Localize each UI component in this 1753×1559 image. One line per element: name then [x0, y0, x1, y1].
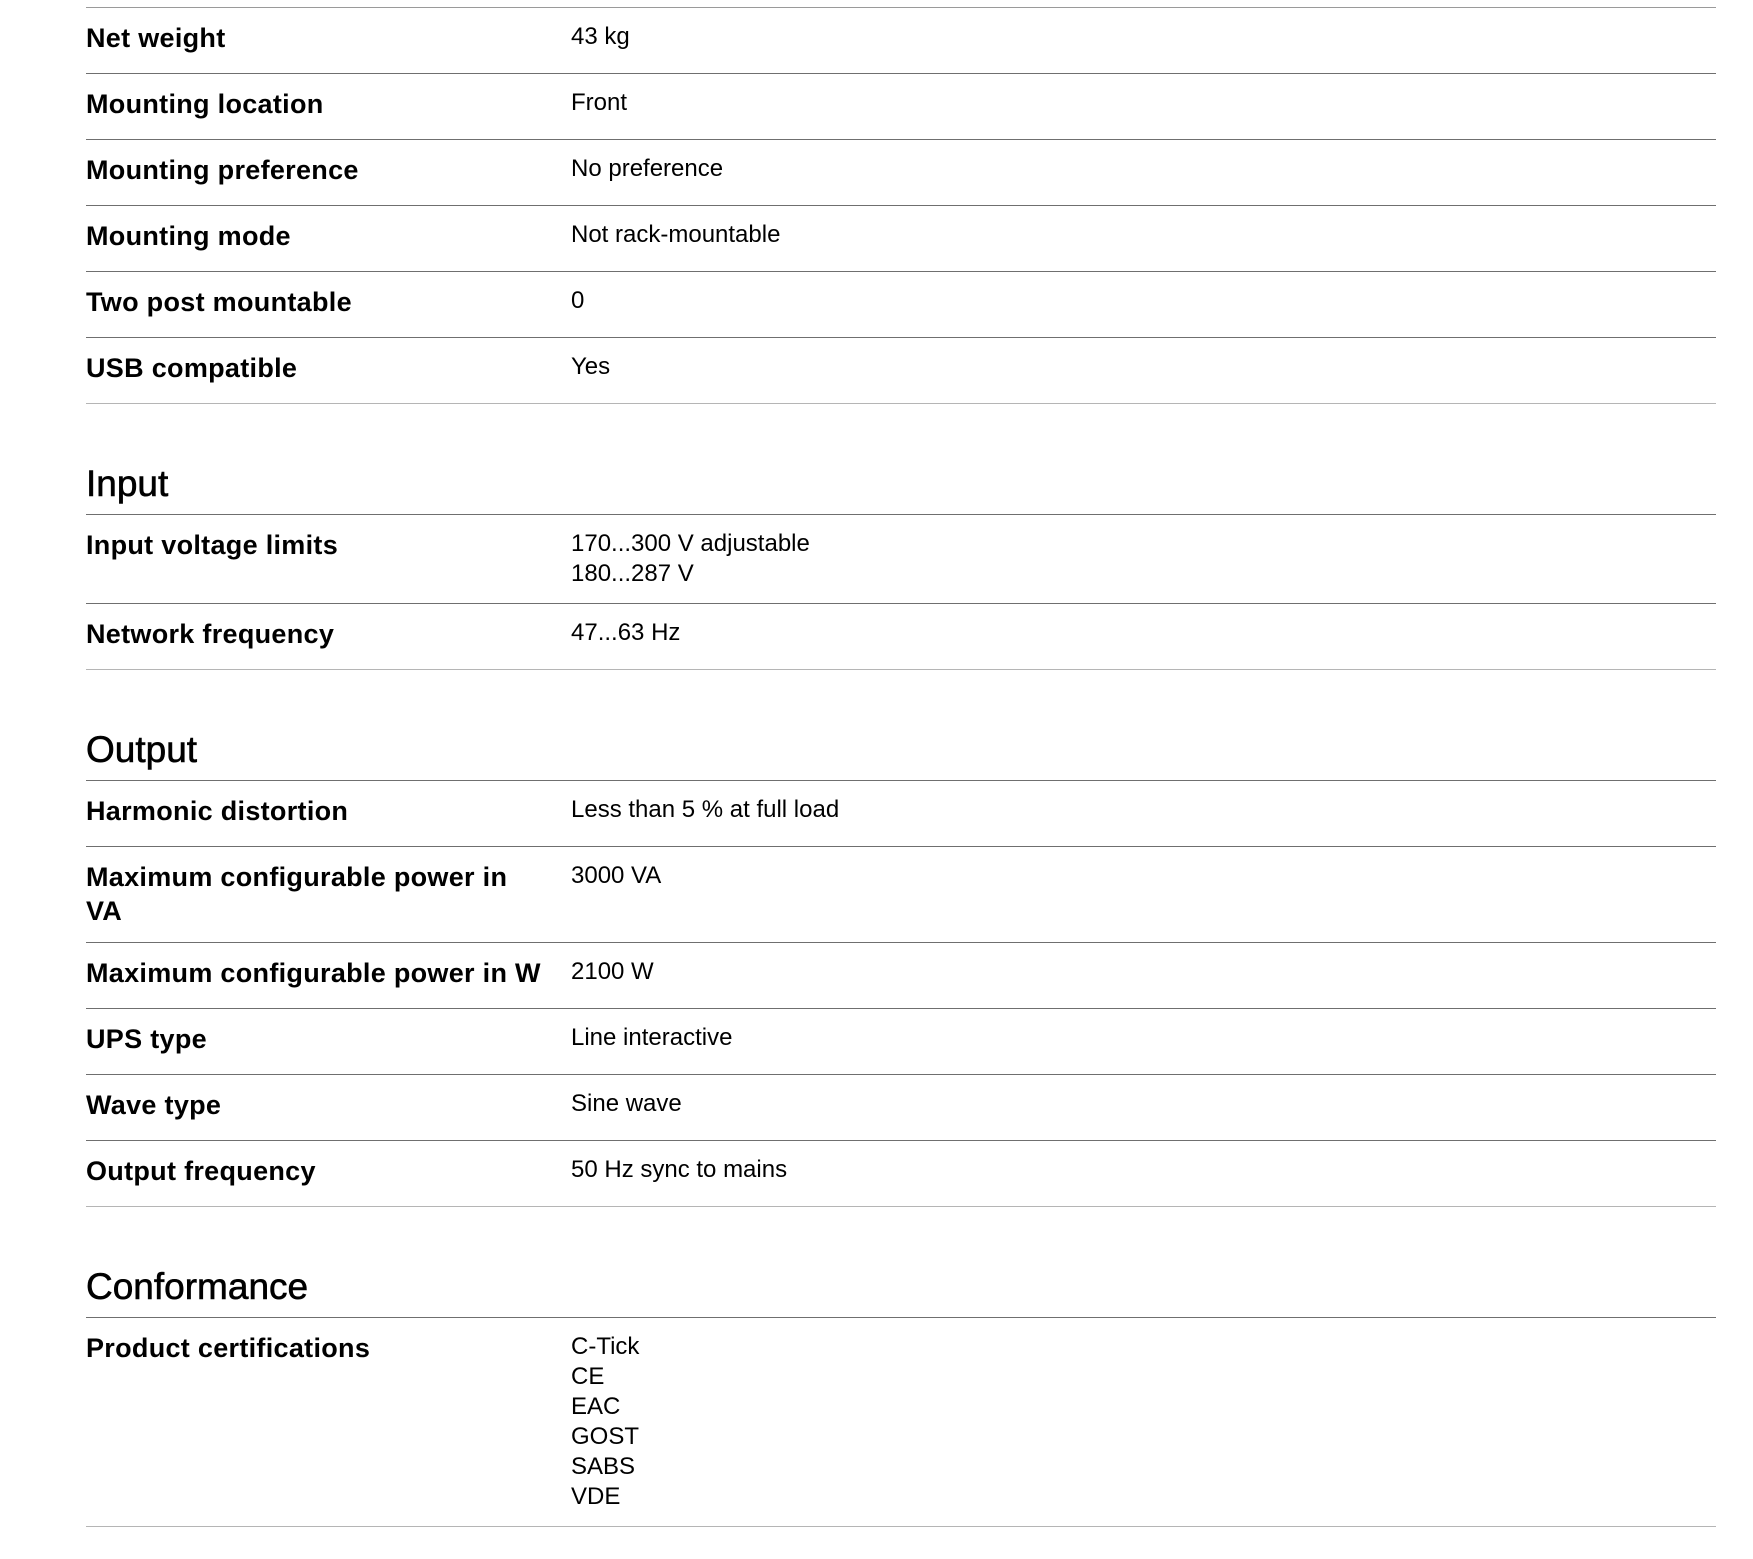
spec-value: [571, 1154, 1716, 1185]
spec-row-network-frequency: [86, 604, 1716, 670]
spec-value-line: 3000 VA: [571, 862, 662, 889]
spec-value-line: Less than 5 % at full load: [571, 796, 840, 823]
spec-value-line: VDE: [571, 1483, 621, 1510]
spec-row-usb-compatible: [86, 338, 1716, 404]
spec-row-input-voltage-limits: [86, 515, 1716, 604]
spec-label: UPS type: [86, 1024, 207, 1054]
spec-label: Two post mountable: [86, 287, 352, 317]
spec-value-line: C-Tick: [571, 1333, 640, 1360]
spec-row-two-post-mountable: [86, 272, 1716, 338]
spec-value: [571, 1088, 1716, 1119]
spec-row-wave-type: [86, 1075, 1716, 1141]
spec-label: Net weight: [86, 23, 226, 53]
spec-row-ups-type: [86, 1009, 1716, 1075]
conformance-spec-table: [86, 1318, 1716, 1527]
spec-value: [571, 1331, 1716, 1512]
spec-row-mounting-location: [86, 74, 1716, 140]
spec-row-harmonic-distortion: [86, 781, 1716, 847]
section-title-conformance: Conformance: [86, 1207, 1716, 1318]
spec-value-line: 170...300 V adjustable: [571, 530, 810, 557]
spec-value-line: Not rack-mountable: [571, 221, 781, 248]
general-spec-table: [86, 7, 1716, 404]
spec-row-product-certifications: [86, 1318, 1716, 1527]
spec-row-mounting-mode: [86, 206, 1716, 272]
spec-value-line: CE: [571, 1363, 605, 1390]
spec-value-line: 50 Hz sync to mains: [571, 1156, 788, 1183]
spec-value-line: 43 kg: [571, 23, 630, 50]
spec-value: [571, 860, 1716, 891]
spec-value-line: EAC: [571, 1393, 621, 1420]
spec-value: [571, 87, 1716, 118]
spec-sheet: [86, 0, 1716, 1527]
spec-value-line: GOST: [571, 1423, 640, 1450]
spec-row-net-weight: [86, 8, 1716, 74]
spec-row-max-power-w: [86, 943, 1716, 1009]
input-spec-table: [86, 515, 1716, 670]
spec-value-line: SABS: [571, 1453, 636, 1480]
spec-label: Product certifications: [86, 1333, 371, 1363]
spec-value: [571, 528, 1716, 589]
section-title-input: Input: [86, 404, 1716, 515]
spec-value-line: Front: [571, 89, 628, 116]
spec-value-line: 2100 W: [571, 958, 654, 985]
spec-label: Mounting preference: [86, 155, 359, 185]
spec-row-output-frequency: [86, 1141, 1716, 1207]
spec-value: [571, 285, 1716, 316]
spec-value: [571, 21, 1716, 52]
spec-label: Mounting location: [86, 89, 324, 119]
spec-value: [571, 794, 1716, 825]
spec-label: Maximum configurable power in VA: [86, 862, 508, 926]
spec-label: Mounting mode: [86, 221, 291, 251]
spec-row-mounting-preference: [86, 140, 1716, 206]
spec-label: Output frequency: [86, 1156, 316, 1186]
spec-value-line: Line interactive: [571, 1024, 733, 1051]
spec-value-line: 47...63 Hz: [571, 619, 681, 646]
spec-label: Input voltage limits: [86, 530, 339, 560]
section-title-output: Output: [86, 670, 1716, 781]
spec-value: [571, 1022, 1716, 1053]
spec-value-line: Yes: [571, 353, 611, 380]
spec-value-line: No preference: [571, 155, 724, 182]
spec-label: Network frequency: [86, 619, 335, 649]
spec-value: [571, 956, 1716, 987]
spec-label: Harmonic distortion: [86, 796, 349, 826]
spec-value: [571, 153, 1716, 184]
output-spec-table: [86, 781, 1716, 1207]
spec-value: [571, 617, 1716, 648]
spec-value: [571, 219, 1716, 250]
spec-row-max-power-va: [86, 847, 1716, 943]
spec-label: USB compatible: [86, 353, 298, 383]
spec-value: [571, 351, 1716, 382]
spec-label: Wave type: [86, 1090, 222, 1120]
spec-value-line: 0: [571, 287, 585, 314]
spec-label: Maximum configurable power in W: [86, 958, 541, 988]
spec-value-line: Sine wave: [571, 1090, 682, 1117]
spec-value-line: 180...287 V: [571, 560, 694, 587]
